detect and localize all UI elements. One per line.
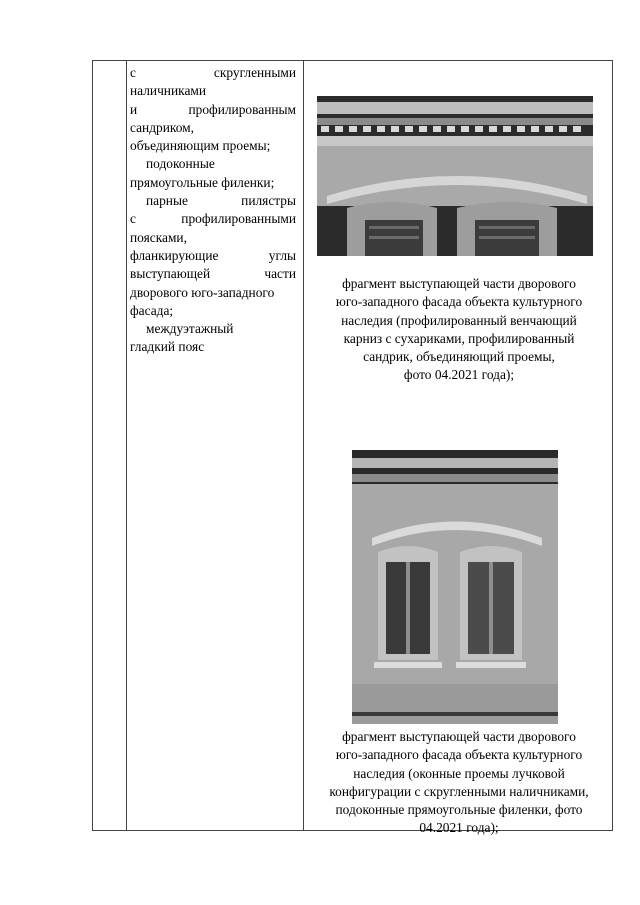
description-line: парные пилястры (146, 193, 296, 209)
caption-line: сандрик, объединяющий проемы, (363, 349, 555, 365)
photo-cornice-caption (306, 275, 612, 385)
photo-windows-caption (306, 728, 612, 838)
description-line: сандриком, (130, 119, 194, 135)
description-line: гладкий пояс (130, 339, 205, 355)
description-line: и профилированным (130, 101, 296, 117)
description-line: поясками, (130, 229, 187, 245)
description-line: междуэтажный (146, 321, 234, 337)
caption-line: фрагмент выступающей части дворового (342, 729, 576, 744)
caption-line: юго-западного фасада объекта культурного (335, 294, 583, 310)
description-line: объединяющим проемы; (130, 138, 271, 154)
table-border-left (92, 60, 93, 831)
table-top-border (92, 60, 613, 61)
caption-line: наследия (профилированный венчающий (341, 312, 577, 328)
facade-photo-windows (352, 450, 558, 724)
facade-photo-windows-image (352, 450, 558, 724)
description-line: прямоугольные филенки; (130, 174, 275, 190)
caption-line: подоконные прямоугольные филенки, фото (335, 802, 583, 818)
caption-line: наследия (оконные проемы лучковой (353, 765, 565, 781)
caption-line: юго-западного фасада объекта культурного (335, 747, 583, 763)
caption-line: фото 04.2021 года); (403, 367, 515, 383)
description-line: дворового юго-западного (130, 284, 275, 300)
description-line: с скругленными (130, 65, 296, 80)
caption-line: фрагмент выступающей части дворового (342, 276, 576, 291)
description-line: с профилированными (130, 211, 296, 227)
caption-line: карниз с сухариками, профилированный (343, 330, 575, 346)
description-line: подоконные (146, 156, 215, 172)
description-line: фланкирующие углы (130, 247, 296, 263)
facade-photo-cornice-image (317, 96, 593, 256)
table-border-right (612, 60, 613, 831)
facade-photo-cornice (317, 96, 593, 256)
caption-line: конфигурации с скругленными наличниками, (329, 783, 589, 799)
table-border-col2 (303, 60, 304, 831)
description-line: наличниками (130, 83, 207, 99)
description-cell (130, 64, 296, 357)
table-border-col1 (126, 60, 127, 831)
description-line: фасада; (130, 302, 174, 318)
description-line: выступающей части (130, 266, 296, 282)
caption-line: 04.2021 года); (419, 820, 499, 836)
